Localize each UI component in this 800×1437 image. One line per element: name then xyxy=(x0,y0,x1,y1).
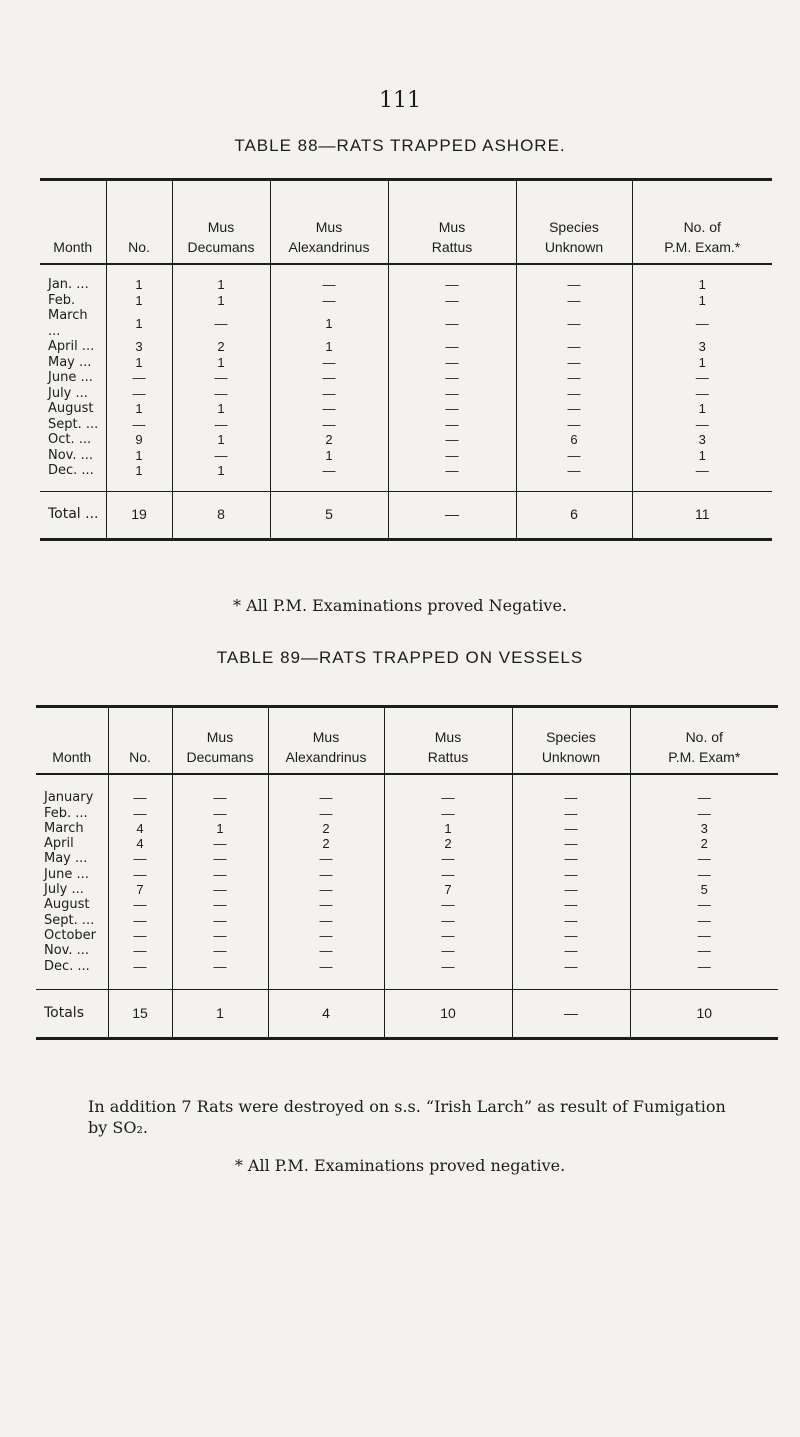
spacer-cell xyxy=(40,264,106,277)
spacer-cell xyxy=(108,774,172,790)
month-cell: Feb. ... xyxy=(44,805,88,821)
value-cell: — xyxy=(106,370,172,386)
value-cell: — xyxy=(630,851,778,866)
table-row xyxy=(40,401,772,417)
column-header-line: P.M. Exam.* xyxy=(664,239,741,255)
column-header-line: Mus xyxy=(312,729,340,745)
column-header xyxy=(516,180,632,265)
value-cell: — xyxy=(384,913,512,928)
column-header-line: Mus xyxy=(434,729,462,745)
value-cell: — xyxy=(106,417,172,433)
value-cell: — xyxy=(108,897,172,912)
value-cell: — xyxy=(172,386,270,402)
table-88 xyxy=(40,178,772,541)
column-header xyxy=(270,180,388,265)
column-header-line: Unknown xyxy=(544,239,604,255)
value-cell: — xyxy=(172,308,270,339)
table-row xyxy=(36,806,778,821)
value-cell: — xyxy=(108,928,172,943)
table-row xyxy=(36,913,778,928)
total-cell: 6 xyxy=(516,491,632,539)
spacer-cell xyxy=(516,264,632,277)
table-row xyxy=(36,867,778,882)
total-cell: 11 xyxy=(632,491,772,539)
column-header-line: Species xyxy=(546,729,596,745)
total-row xyxy=(40,491,772,539)
column-header-line: Mus xyxy=(438,219,466,235)
value-cell: 1 xyxy=(270,448,388,464)
value-cell: — xyxy=(388,339,516,355)
column-header-line: Mus xyxy=(206,729,234,745)
spacer-cell xyxy=(172,264,270,277)
spacer-cell xyxy=(40,479,106,492)
month-cell: October xyxy=(44,927,97,943)
value-cell: 1 xyxy=(270,308,388,339)
column-header-line: No. xyxy=(129,749,151,765)
month-cell: January xyxy=(44,790,94,806)
column-header-line: Mus xyxy=(207,219,235,235)
value-cell: 1 xyxy=(270,339,388,355)
table-row xyxy=(36,821,778,836)
column-header xyxy=(36,707,108,775)
value-cell: — xyxy=(268,851,384,866)
value-cell: — xyxy=(384,928,512,943)
value-cell: — xyxy=(172,943,268,958)
value-cell: — xyxy=(108,913,172,928)
spacer-cell xyxy=(268,774,384,790)
value-cell: 3 xyxy=(632,339,772,355)
total-label: Totals xyxy=(36,990,108,1039)
spacer-cell xyxy=(268,974,384,990)
value-cell: — xyxy=(388,370,516,386)
value-cell: — xyxy=(388,417,516,433)
month-cell: August xyxy=(44,897,90,913)
column-header-line: No. of xyxy=(685,729,723,745)
total-cell: 1 xyxy=(172,990,268,1039)
value-cell: — xyxy=(268,943,384,958)
table-row xyxy=(36,959,778,974)
column-header-line: Rattus xyxy=(431,239,473,255)
month-cell: Sept. ... xyxy=(48,416,99,432)
spacer-cell xyxy=(108,974,172,990)
value-cell: 4 xyxy=(108,821,172,836)
table-row xyxy=(36,943,778,958)
column-header xyxy=(172,707,268,775)
value-cell: — xyxy=(630,943,778,958)
value-cell: — xyxy=(384,943,512,958)
column-header xyxy=(108,707,172,775)
value-cell: — xyxy=(516,401,632,417)
table-88-title: TABLE 88—RATS TRAPPED ASHORE. xyxy=(234,136,566,155)
value-cell: — xyxy=(172,851,268,866)
column-header xyxy=(384,707,512,775)
value-cell: — xyxy=(512,882,630,897)
value-cell: — xyxy=(384,806,512,821)
table-row xyxy=(36,836,778,851)
spacer-cell xyxy=(630,974,778,990)
value-cell: 1 xyxy=(106,448,172,464)
value-cell: — xyxy=(516,277,632,293)
value-cell: 3 xyxy=(630,821,778,836)
value-cell: — xyxy=(516,463,632,479)
fumigation-note: In addition 7 Rats were destroyed on s.s. “Irish Larch” as result of Fumigation by SO₂. xyxy=(88,1097,726,1137)
table-row xyxy=(40,448,772,464)
value-cell: 4 xyxy=(108,836,172,851)
value-cell: — xyxy=(268,867,384,882)
value-cell: — xyxy=(632,308,772,339)
value-cell: — xyxy=(172,913,268,928)
value-cell: — xyxy=(388,463,516,479)
table-row xyxy=(40,370,772,386)
value-cell: — xyxy=(268,959,384,974)
month-cell: March ... xyxy=(48,308,88,339)
value-cell: — xyxy=(172,417,270,433)
month-cell: June ... xyxy=(44,866,89,882)
column-header xyxy=(172,180,270,265)
value-cell: 1 xyxy=(384,821,512,836)
month-cell: Dec. ... xyxy=(44,958,90,974)
value-cell: — xyxy=(172,370,270,386)
value-cell: — xyxy=(630,897,778,912)
table-88-footnote: * All P.M. Examinations proved Negative. xyxy=(232,596,568,615)
value-cell: — xyxy=(632,463,772,479)
table-89-title: TABLE 89—RATS TRAPPED ON VESSELS xyxy=(216,648,584,667)
spacer-row xyxy=(40,479,772,492)
value-cell: — xyxy=(108,806,172,821)
value-cell: 9 xyxy=(106,432,172,448)
value-cell: 1 xyxy=(106,401,172,417)
value-cell: — xyxy=(388,293,516,309)
spacer-cell xyxy=(516,479,632,492)
month-cell: July ... xyxy=(44,882,84,898)
value-cell: — xyxy=(270,355,388,371)
value-cell: — xyxy=(384,790,512,805)
value-cell: — xyxy=(632,370,772,386)
column-header-line: P.M. Exam* xyxy=(668,749,741,765)
table-row xyxy=(40,277,772,293)
value-cell: 1 xyxy=(172,277,270,293)
value-cell: 1 xyxy=(106,293,172,309)
spacer-row xyxy=(36,774,778,790)
value-cell: — xyxy=(512,913,630,928)
total-cell: 8 xyxy=(172,491,270,539)
value-cell: — xyxy=(632,417,772,433)
table-row xyxy=(36,882,778,897)
value-cell: — xyxy=(512,790,630,805)
value-cell: — xyxy=(270,293,388,309)
value-cell: — xyxy=(512,867,630,882)
value-cell: 2 xyxy=(270,432,388,448)
month-cell: August xyxy=(48,401,94,416)
value-cell: — xyxy=(270,401,388,417)
value-cell: 1 xyxy=(106,355,172,371)
value-cell: — xyxy=(172,897,268,912)
spacer-cell xyxy=(388,264,516,277)
value-cell: — xyxy=(512,851,630,866)
value-cell: 1 xyxy=(172,293,270,309)
value-cell: — xyxy=(388,432,516,448)
value-cell: 1 xyxy=(172,821,268,836)
value-cell: — xyxy=(268,882,384,897)
value-cell: 1 xyxy=(106,308,172,339)
total-cell: 10 xyxy=(384,990,512,1039)
value-cell: — xyxy=(512,836,630,851)
value-cell: — xyxy=(388,308,516,339)
total-cell: — xyxy=(388,491,516,539)
spacer-cell xyxy=(172,974,268,990)
value-cell: 5 xyxy=(630,882,778,897)
table-row xyxy=(40,386,772,402)
column-header xyxy=(632,180,772,265)
month-cell: May ... xyxy=(44,851,88,867)
value-cell: 3 xyxy=(106,339,172,355)
column-header xyxy=(40,180,106,265)
value-cell: — xyxy=(630,790,778,805)
value-cell: — xyxy=(268,913,384,928)
table-row xyxy=(36,928,778,943)
total-cell: 10 xyxy=(630,990,778,1039)
month-cell: Sept. ... xyxy=(44,912,95,928)
column-header-line: Alexandrinus xyxy=(288,239,370,255)
value-cell: 1 xyxy=(632,448,772,464)
table-row xyxy=(36,790,778,805)
total-cell: 4 xyxy=(268,990,384,1039)
month-cell: April xyxy=(44,836,74,852)
spacer-cell xyxy=(270,264,388,277)
column-header-line: Rattus xyxy=(427,749,469,765)
value-cell: — xyxy=(384,851,512,866)
value-cell: 2 xyxy=(630,836,778,851)
value-cell: — xyxy=(108,959,172,974)
value-cell: — xyxy=(388,355,516,371)
value-cell: — xyxy=(512,959,630,974)
month-cell: Nov. ... xyxy=(48,447,94,463)
value-cell: — xyxy=(172,790,268,805)
value-cell: — xyxy=(512,928,630,943)
value-cell: — xyxy=(388,448,516,464)
value-cell: — xyxy=(512,897,630,912)
total-cell: — xyxy=(512,990,630,1039)
value-cell: — xyxy=(268,790,384,805)
value-cell: 2 xyxy=(268,836,384,851)
value-cell: 1 xyxy=(632,401,772,417)
column-header-line: Alexandrinus xyxy=(285,749,367,765)
column-header-line: Species xyxy=(549,219,599,235)
page-number: 111 xyxy=(379,88,421,113)
spacer-cell xyxy=(388,479,516,492)
value-cell: — xyxy=(516,355,632,371)
value-cell: — xyxy=(108,943,172,958)
spacer-cell xyxy=(384,774,512,790)
table-row xyxy=(40,339,772,355)
column-header xyxy=(388,180,516,265)
total-cell: 5 xyxy=(270,491,388,539)
column-header xyxy=(106,180,172,265)
spacer-cell xyxy=(36,974,108,990)
value-cell: — xyxy=(630,928,778,943)
column-header-line: Unknown xyxy=(541,749,601,765)
value-cell: — xyxy=(270,417,388,433)
table-header-row xyxy=(36,707,778,775)
column-header-line: Month xyxy=(53,239,93,255)
value-cell: 1 xyxy=(172,401,270,417)
month-cell: June ... xyxy=(48,370,93,385)
table-row xyxy=(40,417,772,433)
month-cell: April ... xyxy=(48,339,95,354)
value-cell: — xyxy=(630,913,778,928)
value-cell: 7 xyxy=(108,882,172,897)
value-cell: — xyxy=(384,867,512,882)
value-cell: 1 xyxy=(172,463,270,479)
value-cell: — xyxy=(172,448,270,464)
value-cell: 1 xyxy=(172,432,270,448)
value-cell: — xyxy=(630,867,778,882)
table-row xyxy=(40,293,772,309)
spacer-cell xyxy=(630,774,778,790)
column-header-line: Month xyxy=(52,749,92,765)
table-89 xyxy=(36,705,778,1040)
spacer-cell xyxy=(512,974,630,990)
value-cell: 1 xyxy=(106,463,172,479)
value-cell: — xyxy=(172,882,268,897)
value-cell: 1 xyxy=(632,277,772,293)
column-header-line: Decumans xyxy=(186,749,254,765)
month-cell: Feb. xyxy=(48,292,76,308)
table-header-row xyxy=(40,180,772,265)
spacer-cell xyxy=(172,774,268,790)
column-header-line: Decumans xyxy=(187,239,255,255)
value-cell: — xyxy=(270,463,388,479)
month-cell: Oct. ... xyxy=(48,432,92,447)
value-cell: 1 xyxy=(632,355,772,371)
column-header-line: No. xyxy=(128,239,150,255)
value-cell: — xyxy=(516,339,632,355)
value-cell: — xyxy=(516,308,632,339)
column-header-line: No. of xyxy=(683,219,721,235)
value-cell: — xyxy=(106,386,172,402)
value-cell: 1 xyxy=(172,355,270,371)
value-cell: — xyxy=(172,806,268,821)
value-cell: 2 xyxy=(268,821,384,836)
spacer-cell xyxy=(106,264,172,277)
value-cell: 2 xyxy=(172,339,270,355)
value-cell: — xyxy=(512,806,630,821)
value-cell: — xyxy=(108,851,172,866)
value-cell: — xyxy=(516,417,632,433)
value-cell: — xyxy=(270,277,388,293)
total-row xyxy=(36,990,778,1039)
month-cell: May ... xyxy=(48,354,92,370)
table-row xyxy=(36,851,778,866)
value-cell: — xyxy=(630,959,778,974)
value-cell: 1 xyxy=(106,277,172,293)
total-cell: 15 xyxy=(108,990,172,1039)
value-cell: — xyxy=(172,928,268,943)
total-label: Total ... xyxy=(40,491,106,539)
table-row xyxy=(40,308,772,339)
value-cell: — xyxy=(108,867,172,882)
spacer-row xyxy=(40,264,772,277)
value-cell: — xyxy=(268,806,384,821)
column-header-line: Mus xyxy=(315,219,343,235)
value-cell: 7 xyxy=(384,882,512,897)
value-cell: — xyxy=(172,959,268,974)
value-cell: — xyxy=(384,897,512,912)
value-cell: — xyxy=(384,959,512,974)
value-cell: 1 xyxy=(632,293,772,309)
value-cell: — xyxy=(516,386,632,402)
table-row xyxy=(40,355,772,371)
value-cell: — xyxy=(268,928,384,943)
value-cell: — xyxy=(516,293,632,309)
value-cell: — xyxy=(270,386,388,402)
value-cell: — xyxy=(108,790,172,805)
value-cell: — xyxy=(270,370,388,386)
value-cell: — xyxy=(516,370,632,386)
value-cell: — xyxy=(516,448,632,464)
month-cell: Dec. ... xyxy=(48,463,94,478)
table-row xyxy=(36,897,778,912)
value-cell: — xyxy=(268,897,384,912)
spacer-cell xyxy=(512,774,630,790)
column-header xyxy=(630,707,778,775)
table-89-footnote: * All P.M. Examinations proved negative. xyxy=(234,1156,566,1175)
value-cell: 3 xyxy=(632,432,772,448)
spacer-cell xyxy=(632,479,772,492)
spacer-cell xyxy=(106,479,172,492)
total-cell: 19 xyxy=(106,491,172,539)
spacer-cell xyxy=(632,264,772,277)
value-cell: 2 xyxy=(384,836,512,851)
value-cell: — xyxy=(172,867,268,882)
column-header xyxy=(512,707,630,775)
month-cell: Nov. ... xyxy=(44,943,90,959)
column-header xyxy=(268,707,384,775)
month-cell: July ... xyxy=(48,385,88,401)
spacer-cell xyxy=(270,479,388,492)
value-cell: — xyxy=(388,401,516,417)
table-row xyxy=(40,432,772,448)
value-cell: — xyxy=(512,943,630,958)
table-row xyxy=(40,463,772,479)
month-cell: Jan. ... xyxy=(48,277,89,292)
value-cell: — xyxy=(632,386,772,402)
value-cell: 6 xyxy=(516,432,632,448)
spacer-cell xyxy=(36,774,108,790)
value-cell: — xyxy=(512,821,630,836)
value-cell: — xyxy=(388,277,516,293)
value-cell: — xyxy=(630,806,778,821)
spacer-cell xyxy=(172,479,270,492)
spacer-row xyxy=(36,974,778,990)
month-cell: March xyxy=(44,820,84,836)
value-cell: — xyxy=(388,386,516,402)
value-cell: — xyxy=(172,836,268,851)
spacer-cell xyxy=(384,974,512,990)
